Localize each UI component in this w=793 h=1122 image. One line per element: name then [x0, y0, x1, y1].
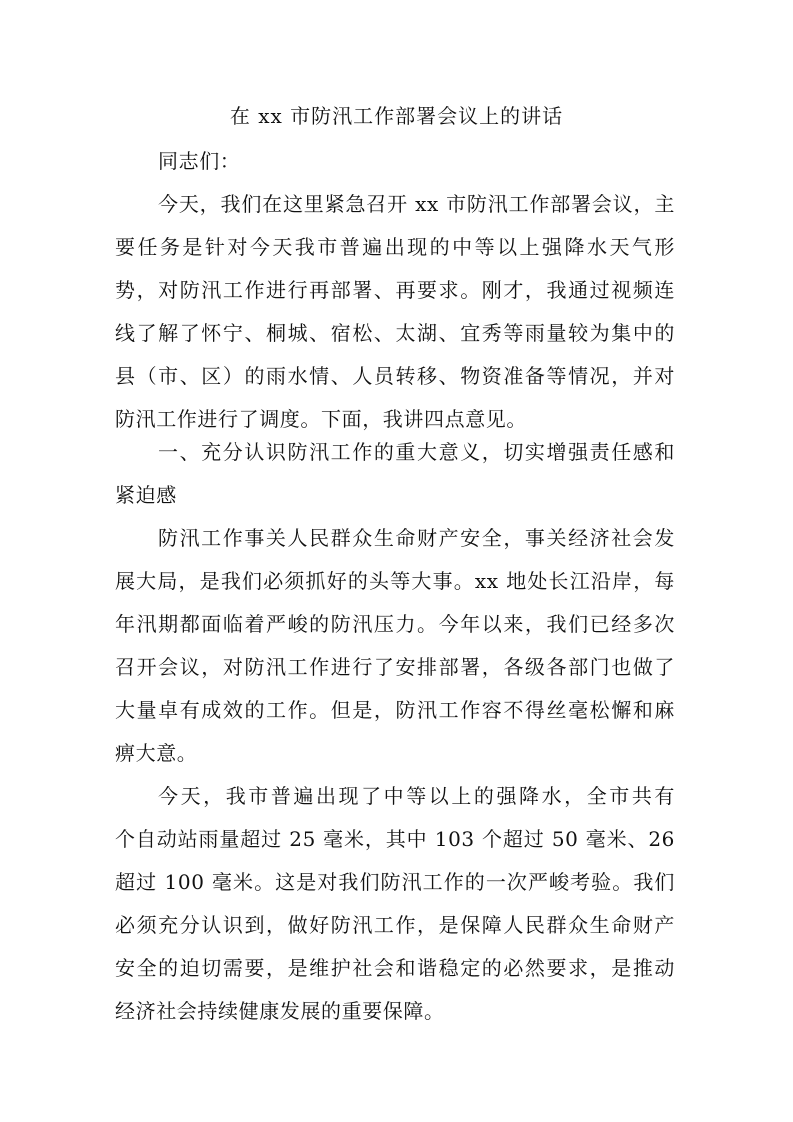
paragraph-2-line-6: 痹大意。	[115, 741, 198, 765]
paragraph-1-line-4: 线了解了怀宁、桐城、宿松、太湖、宜秀等雨量较为集中的	[115, 321, 675, 345]
paragraph-3-line-3: 超过 100 毫米。这是对我们防汛工作的一次严峻考验。我们	[115, 870, 675, 894]
paragraph-3-line-1: 今天，我市普遍出现了中等以上的强降水，全市共有	[158, 784, 675, 808]
paragraph-1-line-2: 要任务是针对今天我市普遍出现的中等以上强降水天气形	[115, 235, 675, 259]
paragraph-1-line-1: 今天，我们在这里紧急召开 xx 市防汛工作部署会议，主	[158, 192, 675, 216]
paragraph-1-line-6: 防汛工作进行了调度。下面，我讲四点意见。	[115, 407, 527, 431]
document-title: 在 xx 市防汛工作部署会议上的讲话	[229, 104, 564, 128]
paragraph-1-line-3: 势，对防汛工作进行再部署、再要求。刚才，我通过视频连	[115, 278, 675, 302]
paragraph-1-line-5: 县（市、区）的雨水情、人员转移、物资准备等情况，并对	[115, 364, 675, 388]
paragraph-3-line-5: 安全的迫切需要，是维护社会和谐稳定的必然要求，是推动	[115, 956, 675, 980]
paragraph-2-line-1: 防汛工作事关人民群众生命财产安全，事关经济社会发	[158, 526, 675, 550]
section-heading-1-line-1: 一、充分认识防汛工作的重大意义，切实增强责任感和	[158, 440, 675, 464]
paragraph-3-line-2: 个自动站雨量超过 25 毫米，其中 103 个超过 50 毫米、26	[115, 827, 675, 851]
paragraph-3-line-4: 必须充分认识到，做好防汛工作，是保障人民群众生命财产	[115, 913, 675, 937]
paragraph-2-line-2: 展大局，是我们必须抓好的头等大事。xx 地处长江沿岸，每	[115, 569, 675, 593]
paragraph-2-line-4: 召开会议，对防汛工作进行了安排部署，各级各部门也做了	[115, 655, 675, 679]
paragraph-2-line-5: 大量卓有成效的工作。但是，防汛工作容不得丝毫松懈和麻	[115, 698, 675, 722]
salutation: 同志们：	[158, 149, 241, 173]
section-heading-1-line-2: 紧迫感	[115, 483, 177, 507]
paragraph-2-line-3: 年汛期都面临着严峻的防汛压力。今年以来，我们已经多次	[115, 612, 675, 636]
paragraph-3-line-6: 经济社会持续健康发展的重要保障。	[115, 999, 445, 1023]
